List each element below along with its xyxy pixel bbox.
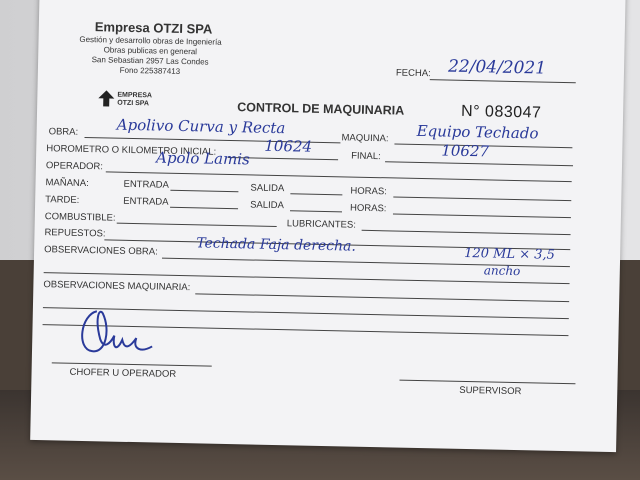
tarde-horas-label: HORAS: bbox=[349, 202, 387, 215]
lubricantes-line bbox=[362, 230, 571, 235]
obs-obra-measure: 120 ML × 3,5 bbox=[463, 245, 556, 263]
tarde-horas-line bbox=[393, 213, 571, 218]
horometro-final-value: 10627 bbox=[441, 141, 490, 161]
combustible-label: COMBUSTIBLE: bbox=[44, 211, 116, 224]
fecha-value: 22/04/2021 bbox=[447, 56, 547, 79]
company-line: Fono 225387413 bbox=[119, 65, 181, 76]
tarde-entrada-line bbox=[170, 207, 238, 209]
obra-value: Apolivo Curva y Recta bbox=[116, 115, 286, 138]
form-number: N° 083047 bbox=[460, 102, 542, 122]
repuestos-label: REPUESTOS: bbox=[44, 227, 106, 240]
signature-icon bbox=[66, 299, 157, 361]
form-title: CONTROL DE MAQUINARIA bbox=[237, 100, 405, 118]
chofer-label: CHOFER U OPERADOR bbox=[69, 366, 177, 380]
company-line: San Sebastian 2957 Las Condes bbox=[91, 55, 209, 67]
maquina-label: MAQUINA: bbox=[341, 132, 389, 145]
lubricantes-label: LUBRICANTES: bbox=[286, 218, 356, 231]
obs-obra-label: OBSERVACIONES OBRA: bbox=[44, 244, 158, 258]
operador-value: Apolo Lamis bbox=[155, 148, 250, 169]
company-logo bbox=[97, 89, 115, 112]
obra-label: OBRA: bbox=[48, 126, 79, 138]
horometro-label: HOROMETRO O KILOMETRO INICIAL: bbox=[46, 143, 217, 158]
machinery-control-form bbox=[30, 0, 626, 452]
horometro-inicial-value: 10624 bbox=[264, 136, 313, 156]
manana-salida-label: SALIDA bbox=[250, 182, 285, 195]
fecha-label: FECHA: bbox=[395, 67, 431, 80]
manana-horas-line bbox=[393, 196, 571, 201]
tarde-salida-label: SALIDA bbox=[250, 199, 285, 212]
combustible-line bbox=[117, 223, 277, 227]
obs-maquinaria-label: OBSERVACIONES MAQUINARIA: bbox=[43, 279, 191, 294]
supervisor-line bbox=[399, 380, 575, 385]
tarde-salida-line bbox=[290, 210, 342, 212]
obs-obra-measure-2: ancho bbox=[483, 263, 521, 279]
operador-label: OPERADOR: bbox=[45, 160, 104, 173]
tarde-label: TARDE: bbox=[45, 194, 80, 206]
company-line: Obras publicas en general bbox=[103, 45, 198, 57]
company-details bbox=[60, 34, 241, 78]
manana-horas-label: HORAS: bbox=[350, 185, 387, 198]
logo-text-line: OTZI SPA bbox=[117, 99, 150, 108]
logo-text bbox=[117, 92, 152, 109]
tarde-entrada-label: ENTRADA bbox=[123, 195, 169, 208]
operador-line bbox=[106, 171, 572, 182]
manana-entrada-line bbox=[170, 190, 238, 192]
final-label: FINAL: bbox=[351, 150, 381, 163]
obs-maquinaria-line-1 bbox=[195, 293, 569, 302]
final-line bbox=[385, 161, 573, 166]
company-name: Empresa OTZI SPA bbox=[94, 19, 213, 37]
company-line: Gestión y desarrollo obras de Ingeniería bbox=[79, 34, 222, 47]
obs-obra-value: Techada Faja derecha. bbox=[196, 235, 357, 255]
manana-entrada-label: ENTRADA bbox=[123, 178, 170, 191]
maquina-value: Equipo Techado bbox=[416, 121, 539, 143]
operator-signature bbox=[66, 299, 157, 366]
fecha-line bbox=[430, 79, 576, 83]
supervisor-label: SUPERVISOR bbox=[459, 384, 522, 398]
logo-icon bbox=[97, 89, 115, 107]
manana-label: MAÑANA: bbox=[45, 177, 89, 190]
logo-text-line: EMPRESA bbox=[117, 91, 153, 100]
manana-salida-line bbox=[290, 193, 342, 195]
